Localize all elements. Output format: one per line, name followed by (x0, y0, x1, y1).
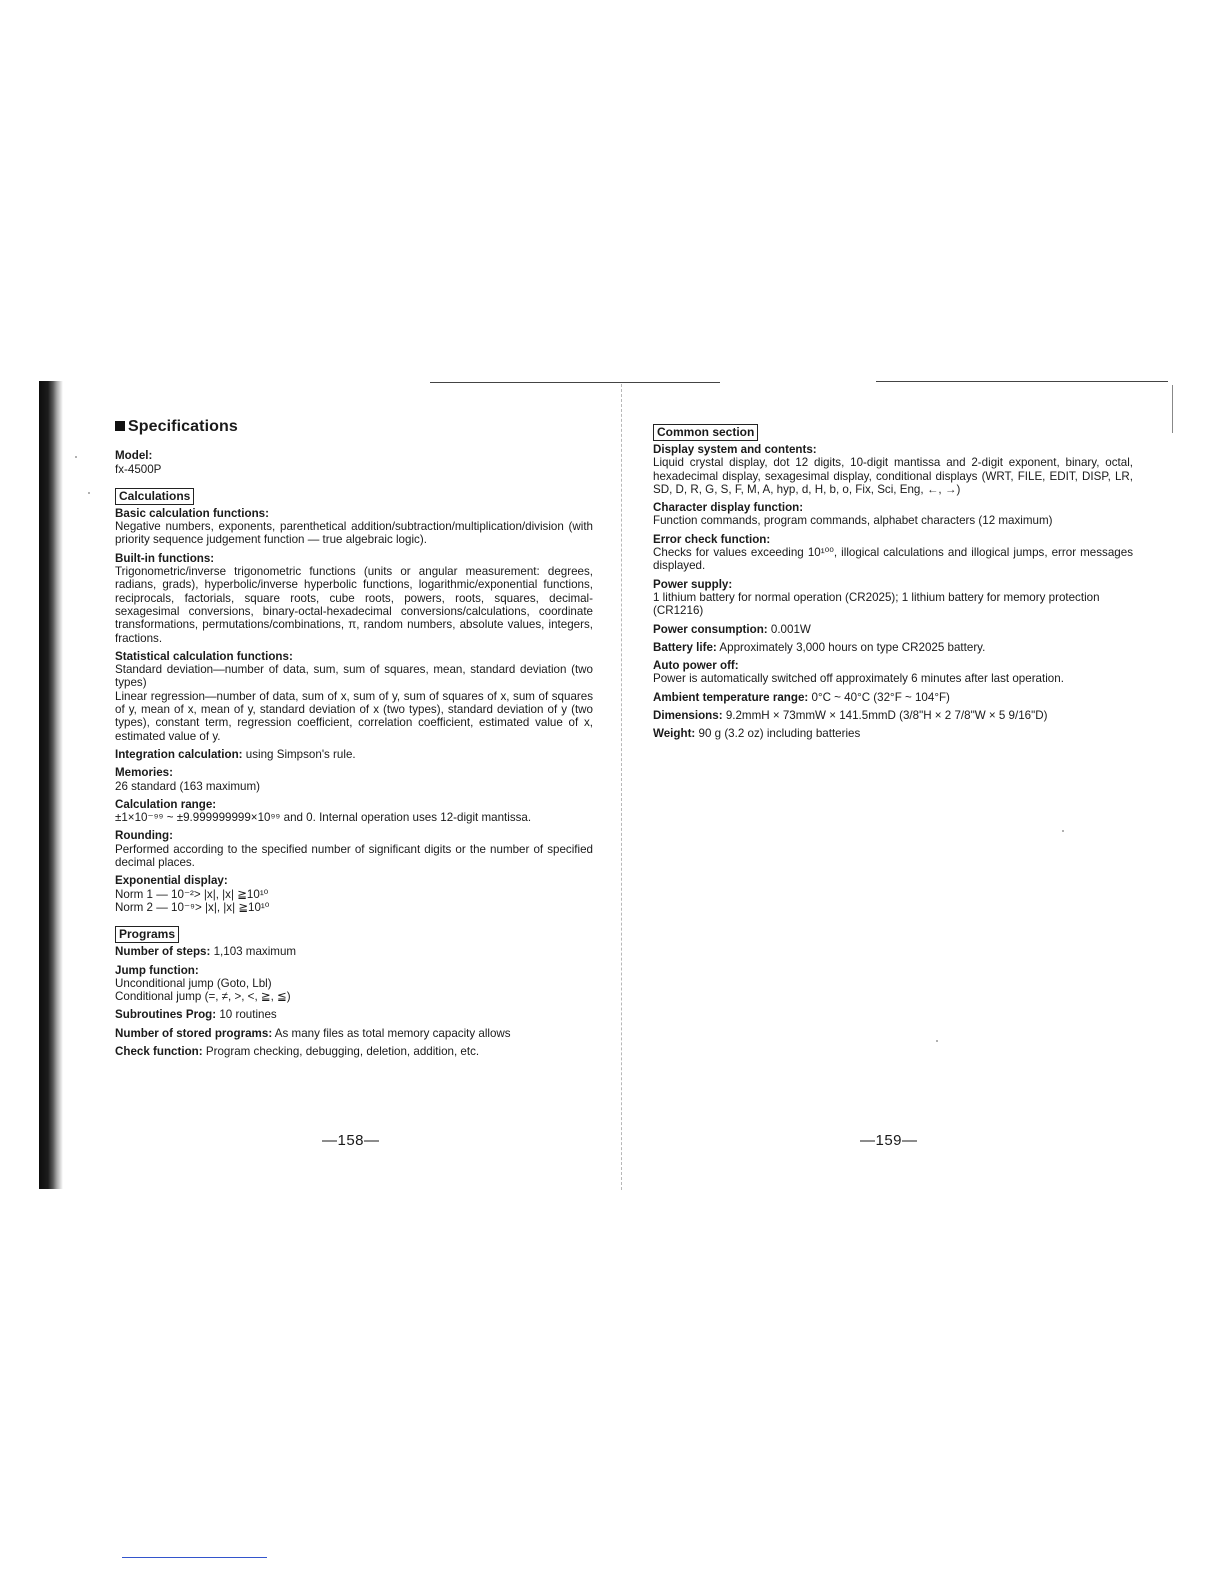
spec-statistical (115, 650, 593, 743)
spec-number-of-steps (115, 945, 593, 958)
spec-label: Calculation range: (115, 797, 217, 811)
spec-text: 26 standard (163 maximum) (115, 779, 260, 793)
spec-label: Power supply: (653, 577, 733, 591)
spec-text: 9.2mmH × 73mmW × 141.5mmD (3/8"H × 2 7/8"W × 5 9/16"D) (725, 709, 1048, 723)
spec-label: Subroutines Prog: (115, 1008, 217, 1022)
scan-speck (1062, 830, 1064, 832)
section-box-label: Calculations (115, 488, 194, 505)
spec-text: ±1×10⁻⁹⁹ ~ ±9.999999999×10⁹⁹ and 0. Internal operation uses 12-digit mantissa. (115, 811, 532, 825)
spec-text: using Simpson's rule. (245, 747, 356, 761)
spec-built-in-functions (115, 552, 593, 645)
spec-battery-life (653, 641, 1133, 654)
spec-calculation-range (115, 798, 593, 825)
spec-label: Error check function: (653, 532, 771, 546)
right-edge-rule (1172, 385, 1173, 433)
spec-memories (115, 766, 593, 793)
spec-text: Approximately 3,000 hours on type CR2025 battery. (719, 640, 986, 654)
section-box-label: Programs (115, 926, 179, 943)
spec-exponential-display (115, 874, 593, 914)
spec-label: Memories: (115, 766, 173, 780)
calculations-box (115, 488, 593, 507)
programs-box (115, 926, 593, 945)
top-rule-right (876, 381, 1168, 382)
spec-label: Jump function: (115, 963, 199, 977)
common-section-box (653, 424, 1133, 443)
spec-integration (115, 748, 593, 761)
spec-text: 1 lithium battery for normal operation (CR2025); 1 lithium battery for memory protection (CR1216) (653, 590, 1100, 618)
spec-label: Power consumption: (653, 622, 768, 636)
spec-power-consumption (653, 623, 1133, 636)
spec-text: Power is automatically switched off approximately 6 minutes after last operation. (653, 672, 1064, 686)
spec-label: Number of stored programs: (115, 1026, 273, 1040)
spec-jump-function (115, 964, 593, 1004)
spec-text: Negative numbers, exponents, parenthetical addition/subtraction/multiplication/division (with priority sequence judgement function — true algebraic logic). (115, 520, 593, 547)
spec-label: Basic calculation functions: (115, 506, 269, 520)
spec-text: Checks for values exceeding 10¹⁰⁰, illogical calculations and illogical jumps, error messages displayed. (653, 546, 1133, 573)
spec-text: Liquid crystal display, dot 12 digits, 10-digit mantissa and 2-digit exponent, binary, octal, hexadecimal display, sexagesimal display, conditional displays (WRT, FILE, EDIT, DISP, LR, SD, D, R, G, S, F, M, A, hyp, d, H, b, o, Fix, Sci, Eng, ←, →) (653, 456, 1133, 496)
spec-text: Standard deviation—number of data, sum, sum of squares, mean, standard deviation (two types) (115, 663, 593, 690)
spec-text: Conditional jump (=, ≠, >, <, ≧, ≦) (115, 990, 291, 1004)
spec-label: Battery life: (653, 640, 717, 654)
page-number-158: —158— (322, 1132, 380, 1149)
spec-text: fx-4500P (115, 462, 162, 476)
spec-text: Trigonometric/inverse trigonometric functions (units or angular measurement: degrees, radians, grads), hyperbolic/inverse hyperbolic functions, logarithmic/exponential functions, reciprocals, factorials, square roots, cube roots, powers, roots, squares, decimal-sexagesimal conversions, binary-octal-hexadecimal conversions/calculations, coordinate transformations, permutations/combinations, π, random numbers, absolute values, integers, fractions. (115, 565, 593, 645)
spec-text: As many files as total memory capacity allows (274, 1026, 511, 1040)
spec-error-check (653, 533, 1133, 573)
spec-auto-power-off (653, 659, 1133, 686)
spec-text: Norm 1 — 10⁻²> |x|, |x| ≧10¹⁰ (115, 887, 269, 901)
spec-text: Linear regression—number of data, sum of x, sum of y, sum of squares of x, sum of squares of y, mean of x, mean of y, standard deviation of x (two types), standard deviation of y (two types), constant term, regression coefficient, correlation coefficient, estimated value of x, estimated value of y. (115, 689, 593, 743)
spec-rounding (115, 829, 593, 869)
spec-subroutines (115, 1008, 593, 1021)
spec-ambient-temperature (653, 691, 1133, 704)
spec-dimensions (653, 709, 1133, 722)
spec-label: Model: (115, 449, 153, 463)
spec-label: Check function: (115, 1044, 203, 1058)
spec-character-display (653, 501, 1133, 528)
page-number-159: —159— (860, 1132, 918, 1149)
spec-stored-programs (115, 1027, 593, 1040)
spec-text: Performed according to the specified number of significant digits or the number of specified decimal places. (115, 842, 593, 870)
specifications-heading: Specifications (115, 420, 593, 433)
spec-check-function (115, 1045, 593, 1058)
spec-label: Weight: (653, 727, 696, 741)
bottom-rule (122, 1557, 267, 1558)
spec-label: Exponential display: (115, 874, 228, 888)
spec-text: Norm 2 — 10⁻⁹> |x|, |x| ≧10¹⁰ (115, 900, 270, 914)
page-158 (115, 420, 593, 1063)
spec-text: 10 routines (219, 1008, 277, 1022)
spec-label: Number of steps: (115, 945, 211, 959)
spec-label: Dimensions: (653, 709, 723, 723)
spec-power-supply (653, 578, 1133, 618)
spec-label: Character display function: (653, 501, 804, 515)
section-box-label: Common section (653, 424, 758, 441)
spec-text: Program checking, debugging, deletion, addition, etc. (205, 1044, 480, 1058)
scan-speck (936, 1040, 938, 1042)
spec-label: Statistical calculation functions: (115, 649, 293, 663)
top-rule-left (430, 382, 720, 383)
spec-text: Unconditional jump (Goto, Lbl) (115, 976, 272, 990)
spec-display-system (653, 443, 1133, 496)
spec-text: 0°C ~ 40°C (32°F ~ 104°F) (811, 690, 950, 704)
spec-label: Ambient temperature range: (653, 690, 809, 704)
scan-speck (88, 492, 90, 494)
book-spine-shadow (39, 381, 63, 1189)
square-bullet-icon (115, 421, 125, 431)
page-159 (653, 424, 1133, 746)
spec-label: Integration calculation: (115, 747, 243, 761)
spec-label: Built-in functions: (115, 551, 215, 565)
spec-basic-calculation (115, 507, 593, 547)
spec-text: 90 g (3.2 oz) including batteries (698, 727, 861, 741)
spec-label: Display system and contents: (653, 443, 817, 456)
page-fold-line (621, 384, 622, 1190)
scan-speck (75, 456, 77, 458)
spec-text: Function commands, program commands, alphabet characters (12 maximum) (653, 514, 1053, 528)
spec-text: 1,103 maximum (213, 945, 297, 959)
spec-model (115, 449, 593, 476)
spec-label: Rounding: (115, 829, 173, 843)
spec-text: 0.001W (770, 622, 811, 636)
spec-label: Auto power off: (653, 659, 739, 673)
spec-weight (653, 727, 1133, 740)
